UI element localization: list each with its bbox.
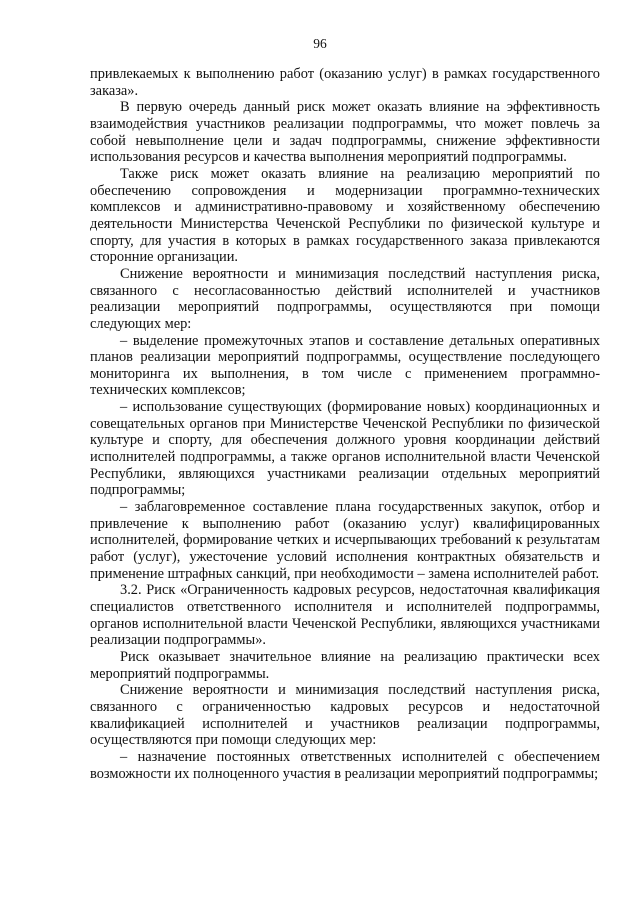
paragraph-mitigation-intro-2: Снижение вероятности и минимизация последствий наступления риска, связанного с ограниченностью кадровых ресурсов и недостаточной квалификацией исполнителей и участников реализации подпрограммы, осуществляются при помощи следующих мер: (90, 682, 600, 749)
paragraph-mitigation-intro: Снижение вероятности и минимизация последствий наступления риска, связанного с несогласованностью действий исполнителей и участников реализации мероприятий подпрограммы, осуществляются при помощи следующих мер: (90, 265, 600, 332)
page-number: 96 (313, 36, 327, 51)
list-item-stages: – выделение промежуточных этапов и составление детальных оперативных планов реализации мероприятий подпрограммы, осуществление последующего мониторинга их выполнения, в том числе с применением программно-технических комплексов; (90, 332, 600, 399)
section-heading-3-2: 3.2. Риск «Ограниченность кадровых ресурсов, недостаточная квалификация специалистов ответственного исполнителя и исполнителей подпрограммы, органов исполнительной власти Чеченской Республики, являющихся участниками реализации подпрограммы». (90, 582, 600, 649)
list-item-coordination: – использование существующих (формирование новых) координационных и совещательных органов при Министерстве Чеченской Республики по физической культуре и спорту, для обеспечения должного уровня координации действий исполнителей подпрограммы, а также органов исполнительной власти Чеченской Республики, являющихся участниками реализации отдельных мероприятий подпрограммы; (90, 399, 600, 499)
paragraph-risk-support: Также риск может оказать влияние на реализацию мероприятий по обеспечению сопровождения и модернизации программно-технических комплексов и административно-правовому и хозяйственному обеспечению деятельности Министерства Чеченской Республики по физической культуре и спорту, для участия в которых в рамках государственного заказа привлекаются сторонние организации. (90, 165, 600, 266)
list-item-procurement: – заблаговременное составление плана государственных закупок, отбор и привлечение к выполнению работ (оказанию услуг) квалифицированных исполнителей, формирование четких и исчерпывающих требований к результатам работ (услуг), ужесточение условий исполнения контрактных обязательств и применение штрафных санкций, при необходимости – замена исполнителей работ. (90, 499, 600, 582)
paragraph-risk-impact: В первую очередь данный риск может оказать влияние на эффективность взаимодействия участников реализации подпрограммы, что может повлечь за собой невыполнение цели и задач подпрограммы, снижение эффективности использования ресурсов и качества выполнения мероприятий подпрограммы. (90, 99, 600, 166)
paragraph-risk-influence: Риск оказывает значительное влияние на реализацию практически всех мероприятий подпрограммы. (90, 648, 600, 682)
list-item-permanent-executors: – назначение постоянных ответственных исполнителей с обеспечением возможности их полноценного участия в реализации мероприятий подпрограммы; (90, 748, 600, 782)
paragraph-continuation: привлекаемых к выполнению работ (оказанию услуг) в рамках государственного заказа». (90, 66, 600, 99)
document-body (90, 66, 600, 782)
